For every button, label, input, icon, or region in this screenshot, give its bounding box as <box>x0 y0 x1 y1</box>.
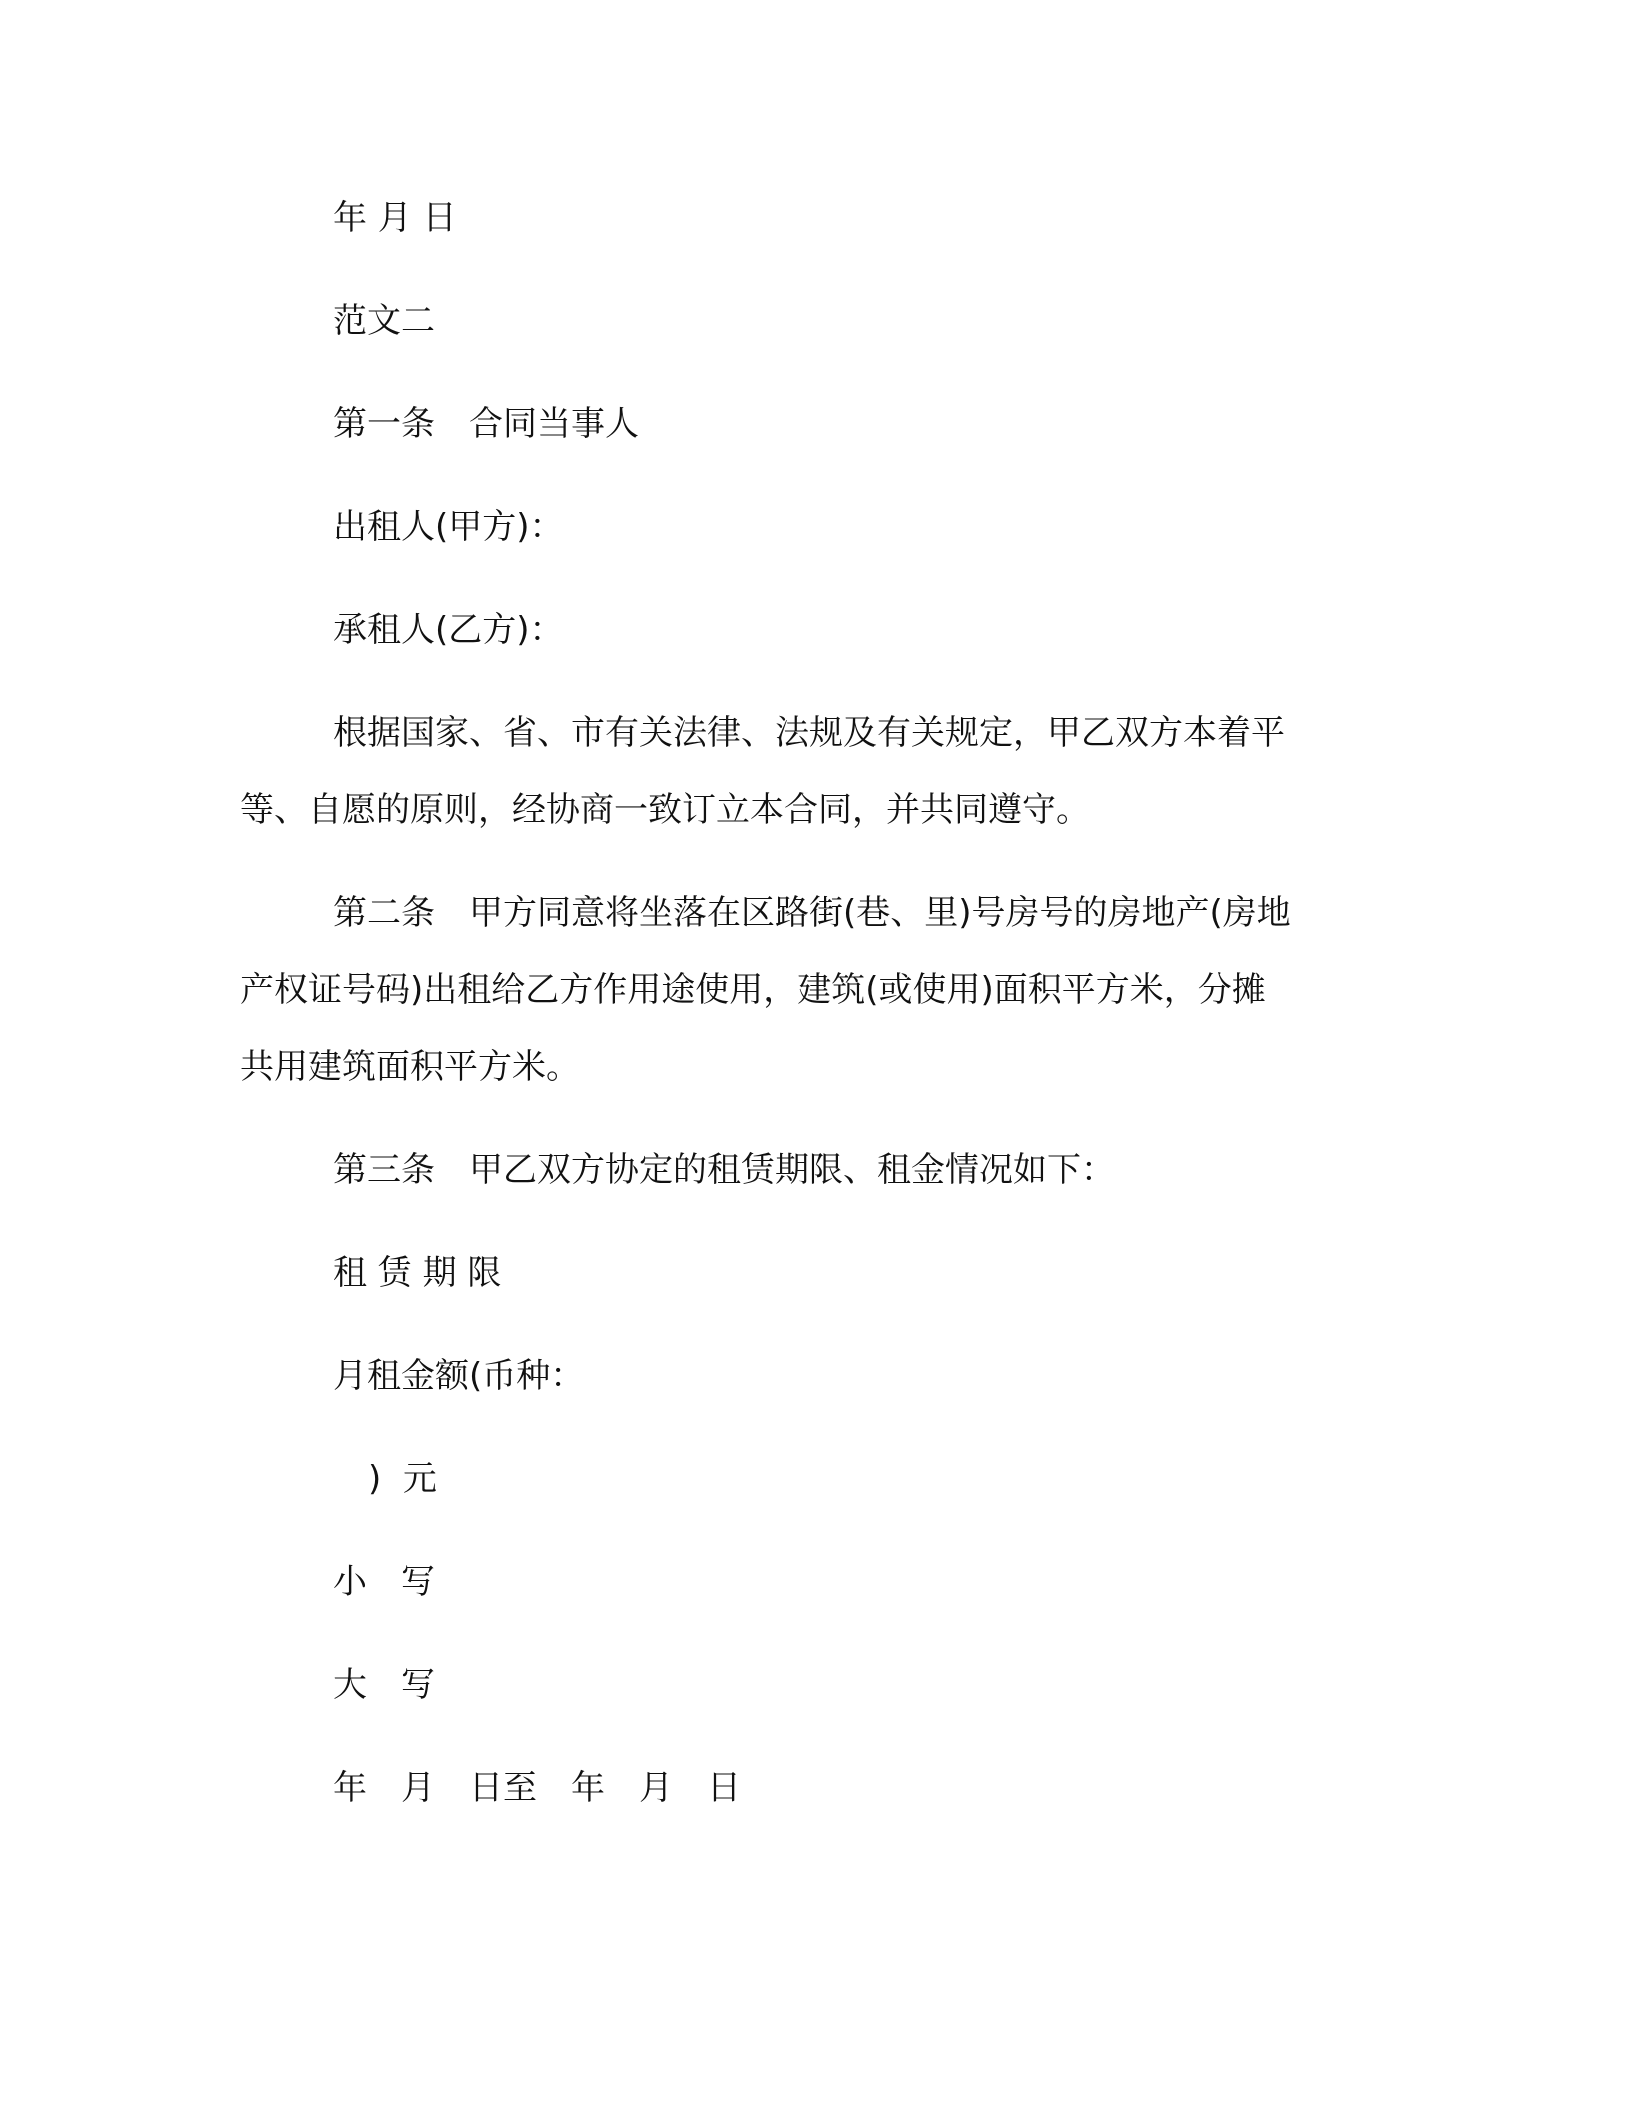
lease-term-label: 租 赁 期 限 <box>333 1253 502 1293</box>
preamble-line: 根据国家、省、市有关法律、法规及有关规定，甲乙双方本着平 <box>333 713 1285 753</box>
date-line: 年 月 日 <box>333 198 457 238</box>
lessee-party-b: 承租人(乙方)： <box>333 610 564 650</box>
article-1-heading: 第一条 合同当事人 <box>333 404 639 444</box>
monthly-rent-label: 月租金额(币种： <box>333 1356 585 1396</box>
article-3-heading: 第三条 甲乙双方协定的租赁期限、租金情况如下： <box>333 1150 1115 1190</box>
article-2-line: 产权证号码)出租给乙方作用途使用，建筑(或使用)面积平方米，分摊 <box>240 970 1266 1010</box>
lowercase-amount-label: 小 写 <box>333 1562 435 1602</box>
article-2-line: 第二条 甲方同意将坐落在区路街(巷、里)号房号的房地产(房地 <box>333 893 1291 933</box>
preamble-paragraph <box>240 713 1380 833</box>
currency-yuan-label: ) 元 <box>368 1459 437 1499</box>
sample-title: 范文二 <box>333 301 435 341</box>
uppercase-amount-label: 大 写 <box>333 1665 435 1705</box>
article-2-line: 共用建筑面积平方米。 <box>240 1047 580 1087</box>
lease-date-range: 年 月 日至 年 月 日 <box>333 1768 741 1808</box>
lessor-party-a: 出租人(甲方)： <box>333 507 564 547</box>
article-2-paragraph <box>240 893 1380 1093</box>
preamble-line: 等、自愿的原则，经协商一致订立本合同，并共同遵守。 <box>240 790 1090 830</box>
